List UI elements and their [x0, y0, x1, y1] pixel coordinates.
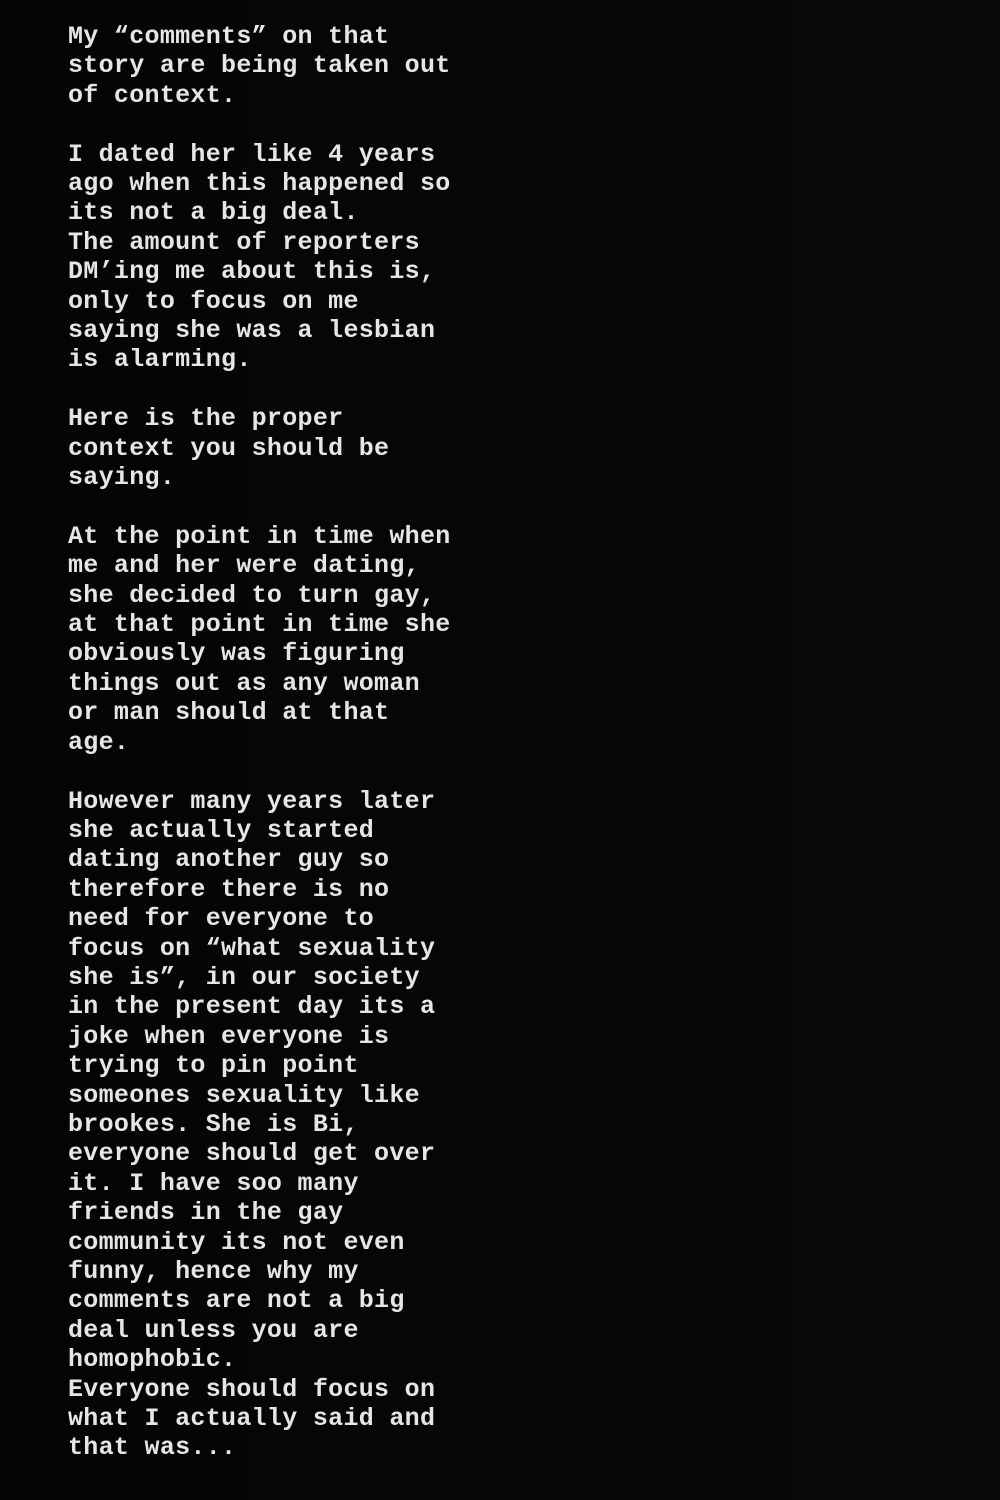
paragraph-spacer — [68, 110, 568, 139]
text-line: me and her were dating, — [68, 551, 420, 581]
paragraph-5 — [68, 787, 568, 1463]
text-line: deal unless you are — [68, 1315, 359, 1345]
text-line: Here is the proper — [68, 404, 344, 434]
text-line: context you should be — [68, 433, 390, 463]
text-line: therefore there is no — [68, 874, 390, 904]
text-line: funny, hence why my — [68, 1257, 359, 1286]
paragraph-spacer — [68, 757, 568, 786]
text-line: My “comments” on that — [68, 22, 390, 51]
text-line: obviously was figuring — [68, 639, 405, 669]
text-line: community its not even — [68, 1227, 405, 1257]
text-line: Everyone should focus on — [68, 1374, 436, 1404]
text-line: only to focus on me — [68, 286, 359, 316]
paragraph-spacer — [68, 492, 568, 521]
story-text-block — [68, 22, 568, 1463]
text-line: focus on “what sexuality — [68, 933, 436, 963]
paragraph-2 — [68, 140, 568, 375]
text-line: she actually started — [68, 815, 375, 845]
text-line: at that point in time she — [68, 610, 451, 640]
paragraph-3 — [68, 404, 568, 492]
text-line: story are being taken out — [68, 51, 451, 81]
text-line: ago when this happened so — [68, 169, 451, 199]
paragraph-4 — [68, 522, 568, 757]
text-line: in the present day its a — [68, 992, 436, 1022]
text-line: is alarming. — [68, 345, 252, 375]
text-line: homophobic. — [68, 1345, 237, 1375]
text-line: comments are not a big — [68, 1286, 405, 1316]
text-line: she is”, in our society — [68, 962, 420, 992]
text-line: it. I have soo many — [68, 1168, 359, 1198]
text-line: or man should at that — [68, 698, 390, 728]
paragraph-1 — [68, 22, 568, 110]
text-line: joke when everyone is — [68, 1021, 390, 1051]
text-line: I dated her like 4 years — [68, 139, 436, 169]
text-line: everyone should get over — [68, 1139, 436, 1169]
text-line: trying to pin point — [68, 1051, 359, 1081]
text-line: At the point in time when — [68, 521, 451, 551]
text-line: what I actually said and — [68, 1404, 436, 1434]
text-line: need for everyone to — [68, 904, 375, 934]
text-line: someones sexuality like — [68, 1080, 420, 1110]
text-line: The amount of reporters — [68, 227, 420, 257]
text-line: saying. — [68, 463, 176, 493]
text-line: that was... — [68, 1433, 237, 1463]
text-line: brookes. She is Bi, — [68, 1109, 359, 1139]
text-line: dating another guy so — [68, 845, 390, 875]
paragraph-spacer — [68, 375, 568, 404]
text-line: things out as any woman — [68, 668, 420, 698]
text-line: friends in the gay — [68, 1198, 344, 1228]
text-line: of context. — [68, 80, 237, 110]
text-line: she decided to turn gay, — [68, 580, 436, 610]
text-line: its not a big deal. — [68, 198, 359, 228]
text-line: age. — [68, 727, 130, 757]
text-line: DM’ing me about this is, — [68, 257, 436, 287]
text-line: saying she was a lesbian — [68, 316, 436, 346]
text-line: However many years later — [68, 786, 436, 816]
